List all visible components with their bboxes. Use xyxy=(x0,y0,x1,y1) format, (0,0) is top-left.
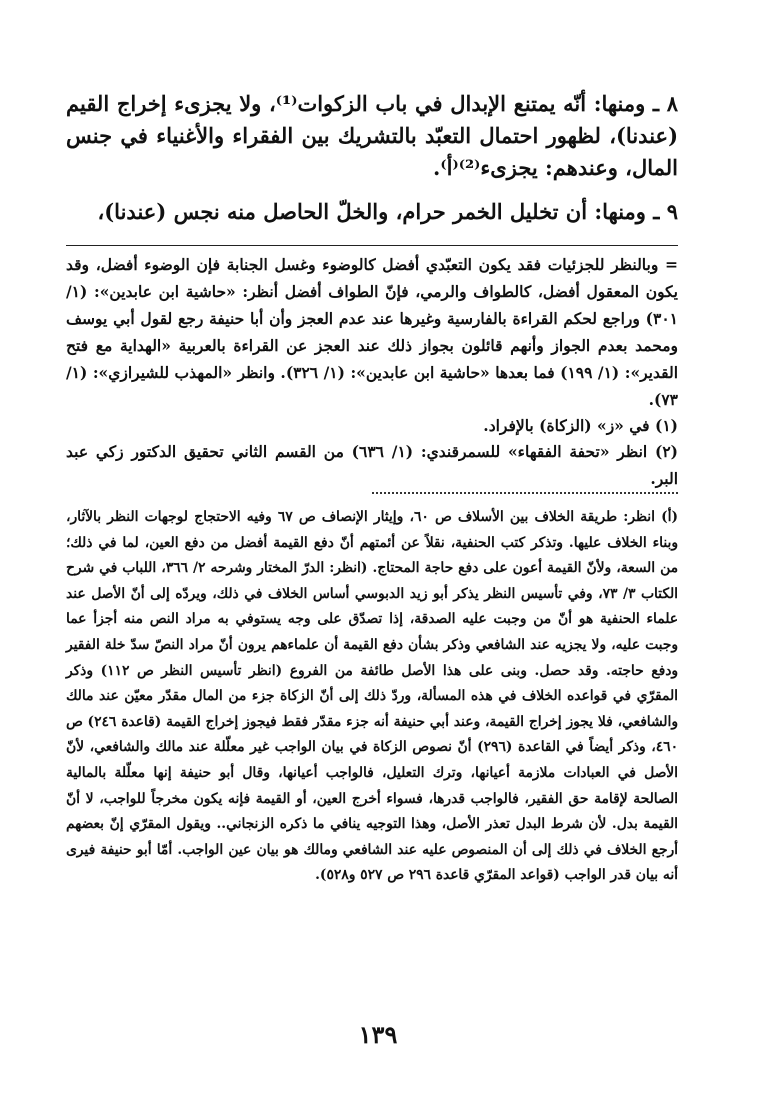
main-item-8: ٨ ـ ومنها: أنّه يمتنع الإبدال في باب الزكوات⁽¹⁾، ولا يجزىء إخراج القيم (عندنا)، لظهور احتمال التعبّد بالتشريك بين الفقراء والأغنياء في جنس المال، وعندهم: يجزىء⁽²⁾⁽أ⁾. xyxy=(66,91,678,180)
editor-note-alif: (أ) انظر: طريقة الخلاف بين الأسلاف ص ٦٠، وإيثار الإنصاف ص ٦٧ وفيه الاحتجاج لوجهات النظر بالآثار، وبناء الخلاف عليها. وتذكر كتب الحنفية، نقلاً عن أئمتهم أنّ دفع القيمة أفضل من دفع العين، لما في ذلك؛ من السعة، ولأنّ القيمة أعون على دفع حاجة المحتاج. (انظر: الدرّ المختار وشرحه ٢/ ٣٦٦، اللباب في شرح الكتاب ٣/ ٧٣، وفي تأسيس النظر يذكر أبو زيد الدبوسي أساس الخلاف في ذلك، ويردّه إلى أنّ الأصل عند علماء الحنفية هو أنّ من وجبت عليه الصدقة، إذا تصدّق على وجه يستوفي به مراد النص منه أجزأ عما وجبت عليه، ولا يجزيه عند الشافعي وذكر بشأن دفع القيمة أن علماءهم يرون أنّ مراد النصّ سدّ خلة الفقير ودفع حاجته. وقد حصل. وبنى على هذا الأصل طائفة من الفروع (انظر تأسيس النظر ص ١١٢) وذكر المقرّي في قواعده الخلاف في هذه المسألة، وردّ ذلك إلى أنّ الزكاة جزء من المال مقدّر معيّن عند مالك والشافعي، فلا يجوز إخراج القيمة، وعند أبي حنيفة أنه جزء مقدّر فقط فيجوز إخراج القيمة (قاعدة ٢٤٦) ص ٤٦٠، وذكر أيضاً في القاعدة (٢٩٦) أنّ نصوص الزكاة في بيان الواجب غير معلّلة عند مالك والشافعي، لأنّ الأصل في العبادات ملازمة أعيانها، وترك التعليل، فالواجب أعيانها، وقال أبو حنيفة إنها معلّلة بالمالية الصالحة لإقامة حق الفقير، فالواجب قدرها، فسواء أخرج العين، أو القيمة فإنه يكون مخرجاً للواجب، لا أنّ القيمة بدل. لأن شرط البدل تعذر الأصل، وهذا التوجيه ينافي ما ذكره الزنجاني.. ويقول المقرّي إنّ بعضهم أرجع الخلاف في ذلك إلى أن المنصوص عليه عند الشافعي ومالك هو بيان عين الواجب. أمّا أبو حنيفة فيرى أنه بيان قدر الواجب (قواعد المقرّي قاعدة ٢٩٦ ص ٥٢٧ و٥٢٨). xyxy=(66,509,679,884)
footnote-1: (١) في «ز» (الزكاة) بالإفراد. xyxy=(483,416,678,435)
footnote-separator xyxy=(66,245,678,246)
dotted-separator xyxy=(372,492,678,494)
footnote-2: (٢) انظر «تحفة الفقهاء» للسمرقندي: (١/ ٦٣٦) من القسم الثاني تحقيق الدكتور زكي عبد البر. xyxy=(66,442,678,488)
page-number: ١٣٩ xyxy=(358,1020,398,1049)
main-item-9: ٩ ـ ومنها: أن تخليل الخمر حرام، والخلّ الحاصل منه نجس (عندنا)، xyxy=(97,199,678,224)
footnote-continuation: = وبالنظر للجزئيات فقد يكون التعبّدي أفضل كالوضوء وغسل الجنابة فإن الوضوء أفضل، وقد يكون المعقول أفضل، كالطواف والرمي، فإنّ الطواف أفضل أنظر: «حاشية ابن عابدين»: (١/ ٣٠١) وراجع لحكم القراءة بالفارسية وغيرها عند عدم العجز وأن أبا حنيفة رجع لقول أبي يوسف ومحمد بعدم الجواز وأنهم قائلون بجواز ذلك عند العجز عن القراءة بالعربية «الهداية مع فتح القدير»: (١/ ١٩٩) فما بعدها «حاشية ابن عابدين»: (١/ ٣٢٦). وانظر «المهذب للشيرازي»: (١/ ٧٣). xyxy=(66,255,679,409)
